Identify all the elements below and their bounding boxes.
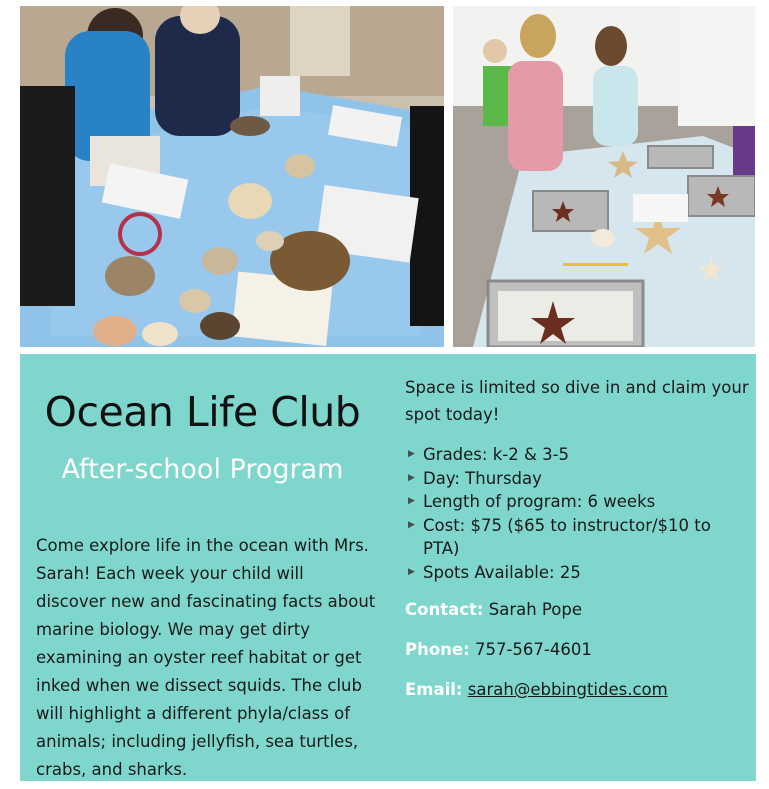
details-item-text: Cost: $75 ($65 to instructor/$10 to PTA) (423, 515, 711, 558)
photo-starfish-trays (453, 6, 755, 347)
triangle-bullet-icon: ▶ (408, 472, 415, 483)
email-row (405, 680, 668, 699)
info-panel (20, 354, 756, 781)
triangle-bullet-icon: ▶ (408, 566, 415, 577)
details-item-day (407, 467, 752, 491)
contact-name: Sarah Pope (488, 600, 582, 619)
contact-row (405, 600, 582, 619)
photo-shell-table (20, 6, 444, 347)
details-item-text: Length of program: 6 weeks (423, 492, 656, 511)
triangle-bullet-icon: ▶ (408, 496, 415, 506)
email-label: Email: (405, 680, 463, 699)
enrollment-intro: Space is limited so dive in and claim your spot today! (405, 378, 749, 424)
details-item-grades (407, 443, 752, 467)
contact-label: Contact: (405, 600, 484, 619)
details-item-text: Spots Available: 25 (423, 562, 581, 582)
flyer-subtitle: After-school Program (61, 454, 344, 485)
triangle-bullet-icon: ▶ (408, 449, 415, 459)
phone-label: Phone: (405, 640, 470, 659)
phone-row (405, 640, 592, 659)
program-details-list (407, 443, 752, 584)
program-description: Come explore life in the ocean with Mrs. Sarah! Each week your child will discover new and fascinating facts about marine biology. We may get dirty examining an oyster reef habitat or get inked when we dissect squids. The club will highlight a different phyla/class of animals; including jellyfish, sea turtles, crabs, and sharks. (36, 536, 376, 779)
flyer-title: Ocean Life Club (44, 388, 361, 436)
phone-number: 757-567-4601 (474, 640, 592, 659)
details-item-cost (407, 514, 752, 561)
details-item-spots (407, 561, 752, 585)
details-item-text: Day: Thursday (423, 468, 542, 488)
details-item-length (407, 490, 752, 514)
details-item-text: Grades: k-2 & 3-5 (423, 445, 570, 464)
email-link[interactable]: sarah@ebbingtides.com (467, 680, 668, 699)
triangle-bullet-icon: ▶ (408, 519, 415, 530)
